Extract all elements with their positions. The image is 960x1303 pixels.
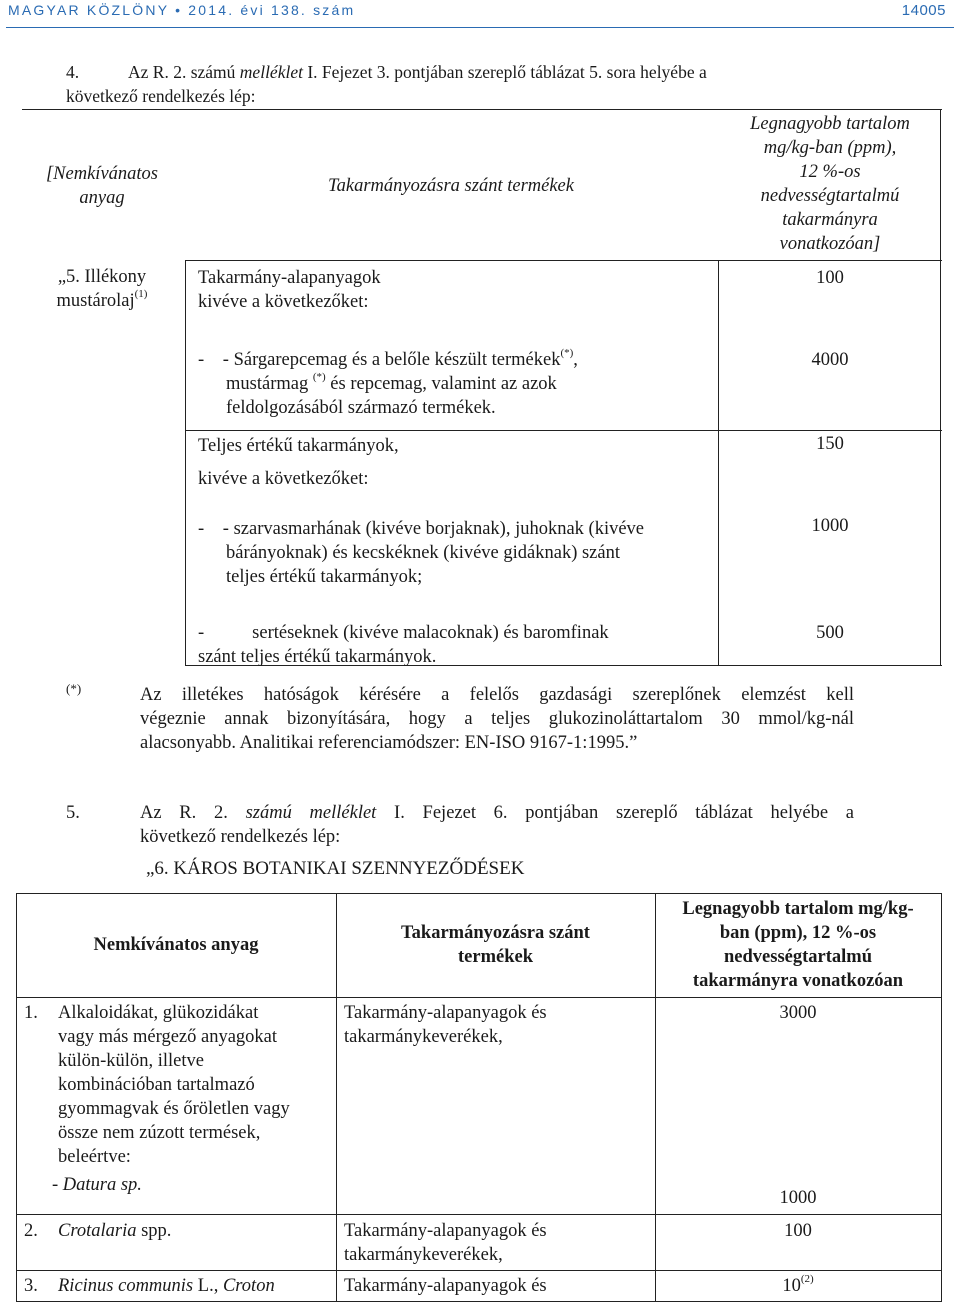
col1-header-line2: anyag: [79, 188, 125, 208]
table1-right-border: [940, 260, 941, 666]
section4-intro-a: Az R. 2. számú: [128, 62, 236, 82]
table1-header-rule: [185, 260, 942, 261]
row2-sup2: (*): [312, 370, 326, 383]
table2-right-border: [941, 893, 942, 1302]
row-label-line1: „5. Illékony: [57, 267, 147, 287]
table1-row-label: [22, 265, 182, 313]
t2-row2-value: 100: [784, 1221, 812, 1241]
t2-row3-name-rest: L.,: [193, 1276, 223, 1296]
row2-line2b: és repcemag, valamint az azok: [325, 374, 557, 394]
section4-number: 4.: [66, 62, 80, 82]
table2-row2-rule: [16, 1270, 942, 1271]
footnote-text: [140, 683, 854, 755]
section5-intro-line2: következő rendelkezés lép:: [140, 827, 341, 847]
col3-header-line1: Legnagyobb tartalom: [750, 114, 910, 134]
t2-row3-name: [58, 1274, 275, 1298]
t2-row1-line7: beleértve:: [58, 1147, 131, 1167]
t2-row3-name-italic: Ricinus communis: [58, 1276, 194, 1296]
section5-intro-a: Az R. 2.: [140, 803, 228, 823]
page-number: 14005: [901, 2, 946, 19]
row-label-line2: mustárolaj: [56, 291, 135, 311]
row5-line2: szánt teljes értékű takarmányok.: [198, 647, 437, 667]
table2-row1-rule: [16, 1214, 942, 1215]
row2-line3: feldolgozásából származó termékek.: [226, 398, 496, 418]
table1-row1-text: [198, 266, 708, 314]
t2-row1-products-line1: Takarmány-alapanyagok és: [344, 1003, 547, 1023]
footnote-line3: alacsonyabb. Analitikai referenciamódszer: EN-ISO 9167-1:1995.”: [140, 733, 638, 753]
col3-header-line4: nedvességtartalmú: [760, 186, 900, 206]
row2-line2a: mustármag: [226, 374, 309, 394]
table2-header-rule: [16, 997, 942, 998]
t2-row3-value-num: 10: [782, 1276, 801, 1296]
footnote-marker: (*): [66, 681, 82, 696]
table1-row4-value: 1000: [811, 516, 849, 536]
t2-col3-header-line3: nedvességtartalmú: [724, 947, 872, 967]
col3-header-line5: takarmányra: [782, 210, 878, 230]
t2-row1-line3: külön-külön, illetve: [58, 1051, 204, 1071]
table1-row2-value: 4000: [811, 350, 849, 370]
footnote-line2: végeznie annak bizonyítására, hogy a teljes glukozinoláttartalom 30 mmol/kg-nál: [140, 709, 854, 729]
t2-row3-value-sup: (2): [800, 1272, 814, 1285]
row5-line1: sertéseknek (kivéve malacoknak) és baromfinak: [252, 623, 609, 643]
row1-line1: Takarmány-alapanyagok: [198, 268, 381, 288]
row3-line2: kivéve a következőket:: [198, 469, 369, 489]
t2-col3-header-line4: takarmányra vonatkozóan: [692, 971, 904, 991]
table1-col1-header: [22, 162, 182, 210]
table1-mid-rule: [185, 430, 942, 431]
t2-row2-name-italic: Crotalaria: [58, 1221, 137, 1241]
row1-line2: kivéve a következőket:: [198, 292, 369, 312]
t2-row3-name-italic2: Croton: [222, 1276, 275, 1296]
t2-col3-header-line2: ban (ppm), 12 %-os: [719, 923, 877, 943]
col1-header-line1: [Nemkívánatos: [45, 164, 158, 184]
section5-intro-szamu: számú melléklet: [245, 803, 377, 823]
section5-intro-line1: [140, 801, 854, 825]
t2-row2-products-line1: Takarmány-alapanyagok és: [344, 1221, 547, 1241]
row2-sup1: (*): [560, 346, 574, 359]
footnote-line1: Az illetékes hatóságok kérésére a felelős gazdasági szereplőnek elemzést kell: [140, 685, 854, 705]
t2-row2-products-line2: takarmánykeverékek,: [344, 1245, 503, 1265]
row5-dash: -: [198, 623, 205, 643]
col3-header-line2: mg/kg-ban (ppm),: [763, 138, 897, 158]
table2-top-border: [16, 893, 942, 894]
t2-row1-products-line2: takarmánykeverékek,: [344, 1027, 503, 1047]
table2-bottom-rule: [16, 1301, 942, 1302]
table1-top-border: [22, 109, 942, 110]
section5-subtitle: „6. KÁROS BOTANIKAI SZENNYEZŐDÉSEK: [146, 858, 525, 879]
table1-col2-header: Takarmányozásra szánt termékek: [328, 176, 574, 196]
t2-row1-line5: gyommagvak és őröletlen vagy: [58, 1099, 290, 1119]
page-header: [0, 0, 960, 28]
row3-line1: Teljes értékű takarmányok,: [198, 436, 399, 456]
table1-row3-value: 150: [816, 434, 844, 454]
section4-intro-melleklet: melléklet: [239, 62, 303, 82]
row2-line1: - Sárgarepcemag és a belőle készült termékek: [222, 350, 561, 370]
table1-right-border-top: [940, 109, 941, 261]
running-title: MAGYAR KÖZLÖNY • 2014. évi 138. szám: [8, 2, 356, 18]
section5-intro-b: I. Fejezet 6. pontjában szereplő táblázat helyébe a: [376, 803, 854, 823]
t2-row2-name-rest: spp.: [136, 1221, 172, 1241]
header-rule: [6, 27, 954, 28]
table2-col1-header: Nemkívánatos anyag: [93, 935, 259, 955]
table2-col2-header: [337, 921, 654, 969]
section4-intro-b: I. Fejezet 3. pontjában szereplő táblázat 5. sora helyébe a: [302, 62, 707, 82]
t2-row3-value: [656, 1274, 940, 1298]
t2-row1-line2: vagy más mérgező anyagokat: [58, 1027, 278, 1047]
row4-line3: teljes értékű takarmányok;: [226, 567, 423, 587]
t2-row3-num: 3.: [24, 1276, 38, 1296]
row-label-sup: (1): [134, 287, 148, 300]
col3-header-line3: 12 %-os: [799, 162, 861, 182]
table1-row1-value: 100: [816, 268, 844, 288]
table1-row3-text: [198, 434, 708, 491]
t2-row3-products: Takarmány-alapanyagok és: [344, 1276, 547, 1296]
table2-col3-header: [656, 897, 940, 993]
t2-row1-subitem: - Datura sp.: [52, 1175, 142, 1195]
table1-row2-text: - - Sárgarepcemag és a belőle készült termékek(*), mustármag (*) és repcemag, valamint az azok feldolgozásából származó termékek.: [198, 348, 713, 420]
t2-row1-subvalue: 1000: [779, 1188, 817, 1208]
row4-line2: bárányoknak) és kecskéknek (kivéve gidáknak) szánt: [226, 543, 620, 563]
table1-col3-header: [720, 112, 940, 256]
t2-row1-num: 1.: [24, 1003, 38, 1023]
t2-row1-text: [58, 1001, 334, 1169]
t2-row1-line4: kombinációban tartalmazó: [58, 1075, 255, 1095]
t2-row1-line6: össze nem zúzott termések,: [58, 1123, 261, 1143]
t2-row1-products: [344, 1001, 652, 1049]
table1-row5-value: 500: [816, 623, 844, 643]
t2-row1-line1: Alkaloidákat, glükozidákat: [58, 1003, 259, 1023]
t2-row2-name: [58, 1219, 171, 1243]
t2-row2-products: [344, 1219, 652, 1267]
table1-row4-text: - - szarvasmarhának (kivéve borjaknak), juhoknak (kivéve bárányoknak) és kecskéknek (kivéve gidáknak) szánt teljes értékű takarmányok;: [198, 517, 713, 589]
section5-number: 5.: [66, 803, 80, 823]
table1-col3-left: [718, 260, 719, 666]
table1-row5-text: [198, 621, 713, 669]
section4-intro-line2: következő rendelkezés lép:: [66, 86, 256, 106]
t2-col2-header-line2: termékek: [458, 947, 533, 967]
t2-col2-header-line1: Takarmányozásra szánt: [401, 923, 590, 943]
t2-row2-num: 2.: [24, 1221, 38, 1241]
row4-line1: - szarvasmarhának (kivéve borjaknak), juhoknak (kivéve: [222, 519, 645, 539]
t2-col3-header-line1: Legnagyobb tartalom mg/kg-: [682, 899, 914, 919]
section4-intro-line1: [128, 60, 868, 84]
table1-col2-left: [185, 260, 186, 666]
t2-row1-value: 3000: [779, 1003, 817, 1023]
col3-header-line6: vonatkozóan]: [779, 234, 881, 254]
